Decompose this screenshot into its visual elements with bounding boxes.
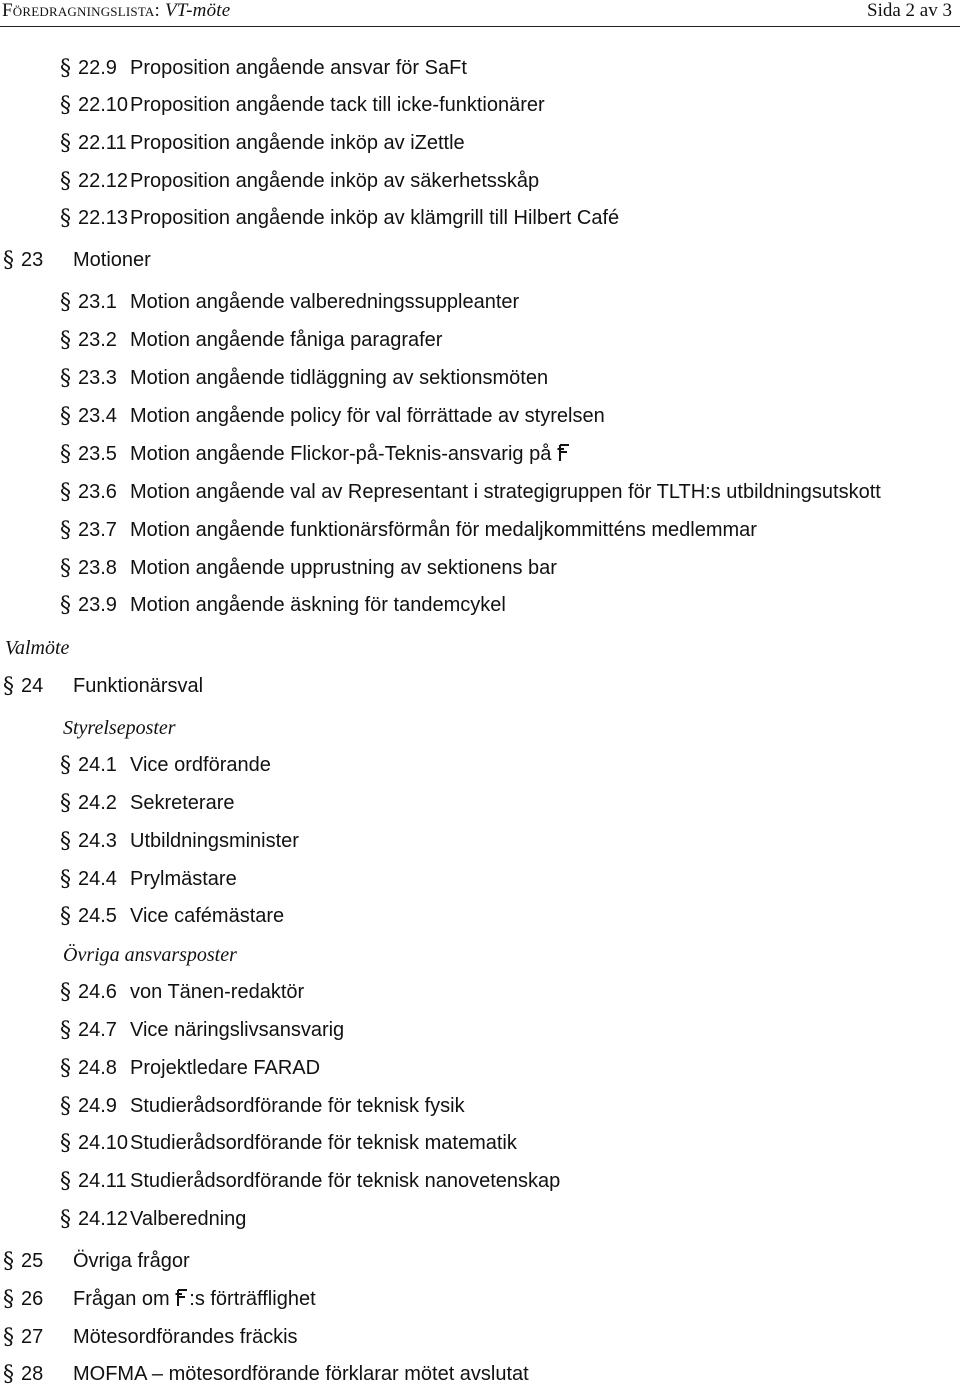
agenda-subitem <box>60 325 442 355</box>
agenda-subitem <box>60 166 539 196</box>
item-title: Valberedning <box>130 1208 247 1230</box>
agenda-subitem <box>60 128 465 158</box>
agenda-subitem <box>60 363 548 393</box>
item-number: 23.6 <box>78 481 117 503</box>
agenda-section <box>3 671 203 701</box>
agenda-subitem <box>60 788 235 818</box>
item-number: 23.4 <box>78 405 117 427</box>
item-title: Prylmästare <box>130 868 237 890</box>
section-sign: § <box>60 290 71 315</box>
item-number: 24.2 <box>78 792 117 814</box>
item-title: Studierådsordförande för teknisk matematik <box>130 1132 517 1154</box>
item-title: Motion angående valberedningssuppleanter <box>130 291 520 313</box>
agenda-section <box>3 1322 298 1352</box>
agenda-subitem <box>60 864 237 894</box>
section-sign: § <box>60 56 71 81</box>
agenda-subitem <box>60 1204 246 1234</box>
item-title: Frågan om :s förträfflighet <box>73 1288 316 1310</box>
item-number: 24 <box>21 675 44 697</box>
section-sign: § <box>60 1094 71 1119</box>
agenda-subitem <box>60 553 557 583</box>
item-number: 28 <box>21 1363 44 1385</box>
item-title: Motion angående Flickor-på-Teknis-ansvarig på <box>130 439 571 469</box>
agenda-subitem <box>60 90 545 120</box>
item-title: Vice cafémästare <box>130 905 285 927</box>
item-title: Motion angående äskning för tandemcykel <box>130 594 506 616</box>
item-number: 24.5 <box>78 905 117 927</box>
section-sign: § <box>60 93 71 118</box>
item-number: 22.13 <box>78 207 129 229</box>
item-title: Motion angående policy för val förrättade av styrelsen <box>130 405 605 427</box>
item-title: Övriga frågor <box>73 1250 190 1272</box>
section-sign: § <box>60 791 71 816</box>
item-title: Projektledare FARAD <box>130 1057 321 1079</box>
item-title: Motion angående upprustning av sektionens bar <box>130 557 557 579</box>
agenda-subitem <box>60 901 284 931</box>
item-number: 23.9 <box>78 594 117 616</box>
agenda-subitem <box>60 439 571 469</box>
agenda-subitem <box>60 590 506 620</box>
item-title: von Tänen-redaktör <box>130 981 305 1003</box>
section-sign: § <box>60 328 71 353</box>
section-sign: § <box>60 169 71 194</box>
agenda-subitem <box>60 477 881 507</box>
agenda-subitem <box>60 1128 517 1158</box>
section-sign: § <box>60 1018 71 1043</box>
item-number: 23.5 <box>78 443 117 465</box>
section-sign: § <box>3 1249 14 1274</box>
item-title: Motion angående fåniga paragrafer <box>130 329 443 351</box>
group-heading: Övriga ansvarsposter <box>63 944 237 966</box>
f-guild-logo-icon <box>175 1289 189 1307</box>
agenda-section <box>3 245 151 275</box>
section-sign: § <box>60 131 71 156</box>
section-sign: § <box>60 867 71 892</box>
section-sign: § <box>60 404 71 429</box>
item-number: 23.1 <box>78 291 117 313</box>
item-title: Motion angående tidläggning av sektionsmöten <box>130 367 549 389</box>
section-sign: § <box>60 904 71 929</box>
item-number: 24.12 <box>78 1208 129 1230</box>
item-title: Proposition angående ansvar för SaFt <box>130 57 467 79</box>
agenda-subitem <box>60 977 304 1007</box>
item-number: 22.9 <box>78 57 117 79</box>
agenda-section <box>3 1284 316 1314</box>
item-title: Proposition angående inköp av iZettle <box>130 132 465 154</box>
agenda-subitem <box>60 401 605 431</box>
header-prefix: Föredragningslista: <box>2 0 160 21</box>
item-title: Vice näringslivsansvarig <box>130 1019 345 1041</box>
section-sign: § <box>60 206 71 231</box>
section-sign: § <box>60 556 71 581</box>
agenda-subitem <box>60 750 271 780</box>
item-title: MOFMA – mötesordförande förklarar mötet avslutat <box>73 1363 529 1385</box>
agenda-section <box>3 1359 529 1389</box>
section-sign: § <box>3 674 14 699</box>
section-sign: § <box>60 518 71 543</box>
item-title: Proposition angående tack till icke-funktionärer <box>130 94 545 116</box>
item-number: 24.9 <box>78 1095 117 1117</box>
section-sign: § <box>3 1287 14 1312</box>
agenda-subitem <box>60 1091 465 1121</box>
item-number: 22.11 <box>78 132 127 154</box>
item-title: Motion angående val av Representant i strategigruppen för TLTH:s utbildningsutskott <box>130 481 881 503</box>
f-guild-logo-icon <box>557 444 571 462</box>
item-title: Studierådsordförande för teknisk nanovetenskap <box>130 1170 561 1192</box>
page-number: Sida 2 av 3 <box>867 0 952 21</box>
item-number: 22.10 <box>78 94 129 116</box>
item-number: 23 <box>21 249 44 271</box>
item-title: Funktionärsval <box>73 675 204 697</box>
item-number: 24.10 <box>78 1132 129 1154</box>
item-number: 23.7 <box>78 519 117 541</box>
item-number: 23.8 <box>78 557 117 579</box>
item-number: 25 <box>21 1250 44 1272</box>
part-heading: Valmöte <box>5 637 70 659</box>
agenda-subitem <box>60 287 519 317</box>
section-sign: § <box>3 1362 14 1387</box>
section-sign: § <box>60 1207 71 1232</box>
item-number: 23.3 <box>78 367 117 389</box>
item-number: 26 <box>21 1288 44 1310</box>
section-sign: § <box>60 442 71 467</box>
section-sign: § <box>3 1325 14 1350</box>
agenda-subitem <box>60 53 467 83</box>
section-sign: § <box>60 480 71 505</box>
section-sign: § <box>60 1131 71 1156</box>
item-number: 24.7 <box>78 1019 117 1041</box>
section-sign: § <box>60 1169 71 1194</box>
page-header <box>0 0 960 27</box>
item-number: 27 <box>21 1326 44 1348</box>
item-number: 24.3 <box>78 830 117 852</box>
item-title: Proposition angående inköp av säkerhetsskåp <box>130 170 540 192</box>
item-title: Studierådsordförande för teknisk fysik <box>130 1095 465 1117</box>
item-title: Motioner <box>73 249 151 271</box>
agenda-section <box>3 1246 190 1276</box>
item-number: 22.12 <box>78 170 129 192</box>
agenda-subitem <box>60 1053 320 1083</box>
section-sign: § <box>3 248 14 273</box>
item-number: 23.2 <box>78 329 117 351</box>
section-sign: § <box>60 1056 71 1081</box>
agenda-subitem <box>60 203 619 233</box>
group-heading: Styrelseposter <box>63 717 176 739</box>
item-title: Mötesordförandes fräckis <box>73 1326 298 1348</box>
item-title: Vice ordförande <box>130 754 271 776</box>
item-title: Utbildningsminister <box>130 830 299 852</box>
item-number: 24.4 <box>78 868 117 890</box>
item-number: 24.8 <box>78 1057 117 1079</box>
header-meeting-name: VT-möte <box>164 0 231 21</box>
item-title: Proposition angående inköp av klämgrill till Hilbert Café <box>130 207 620 229</box>
item-title: Motion angående funktionärsförmån för medaljkommitténs medlemmar <box>130 519 757 541</box>
section-sign: § <box>60 829 71 854</box>
section-sign: § <box>60 366 71 391</box>
agenda-subitem <box>60 1015 344 1045</box>
item-number: 24.1 <box>78 754 117 776</box>
item-number: 24.6 <box>78 981 117 1003</box>
item-title: Sekreterare <box>130 792 235 814</box>
agenda-subitem <box>60 1166 560 1196</box>
header-title <box>2 0 230 22</box>
section-sign: § <box>60 980 71 1005</box>
agenda-subitem <box>60 515 757 545</box>
section-sign: § <box>60 753 71 778</box>
section-sign: § <box>60 593 71 618</box>
agenda-subitem <box>60 826 299 856</box>
item-number: 24.11 <box>78 1170 127 1192</box>
